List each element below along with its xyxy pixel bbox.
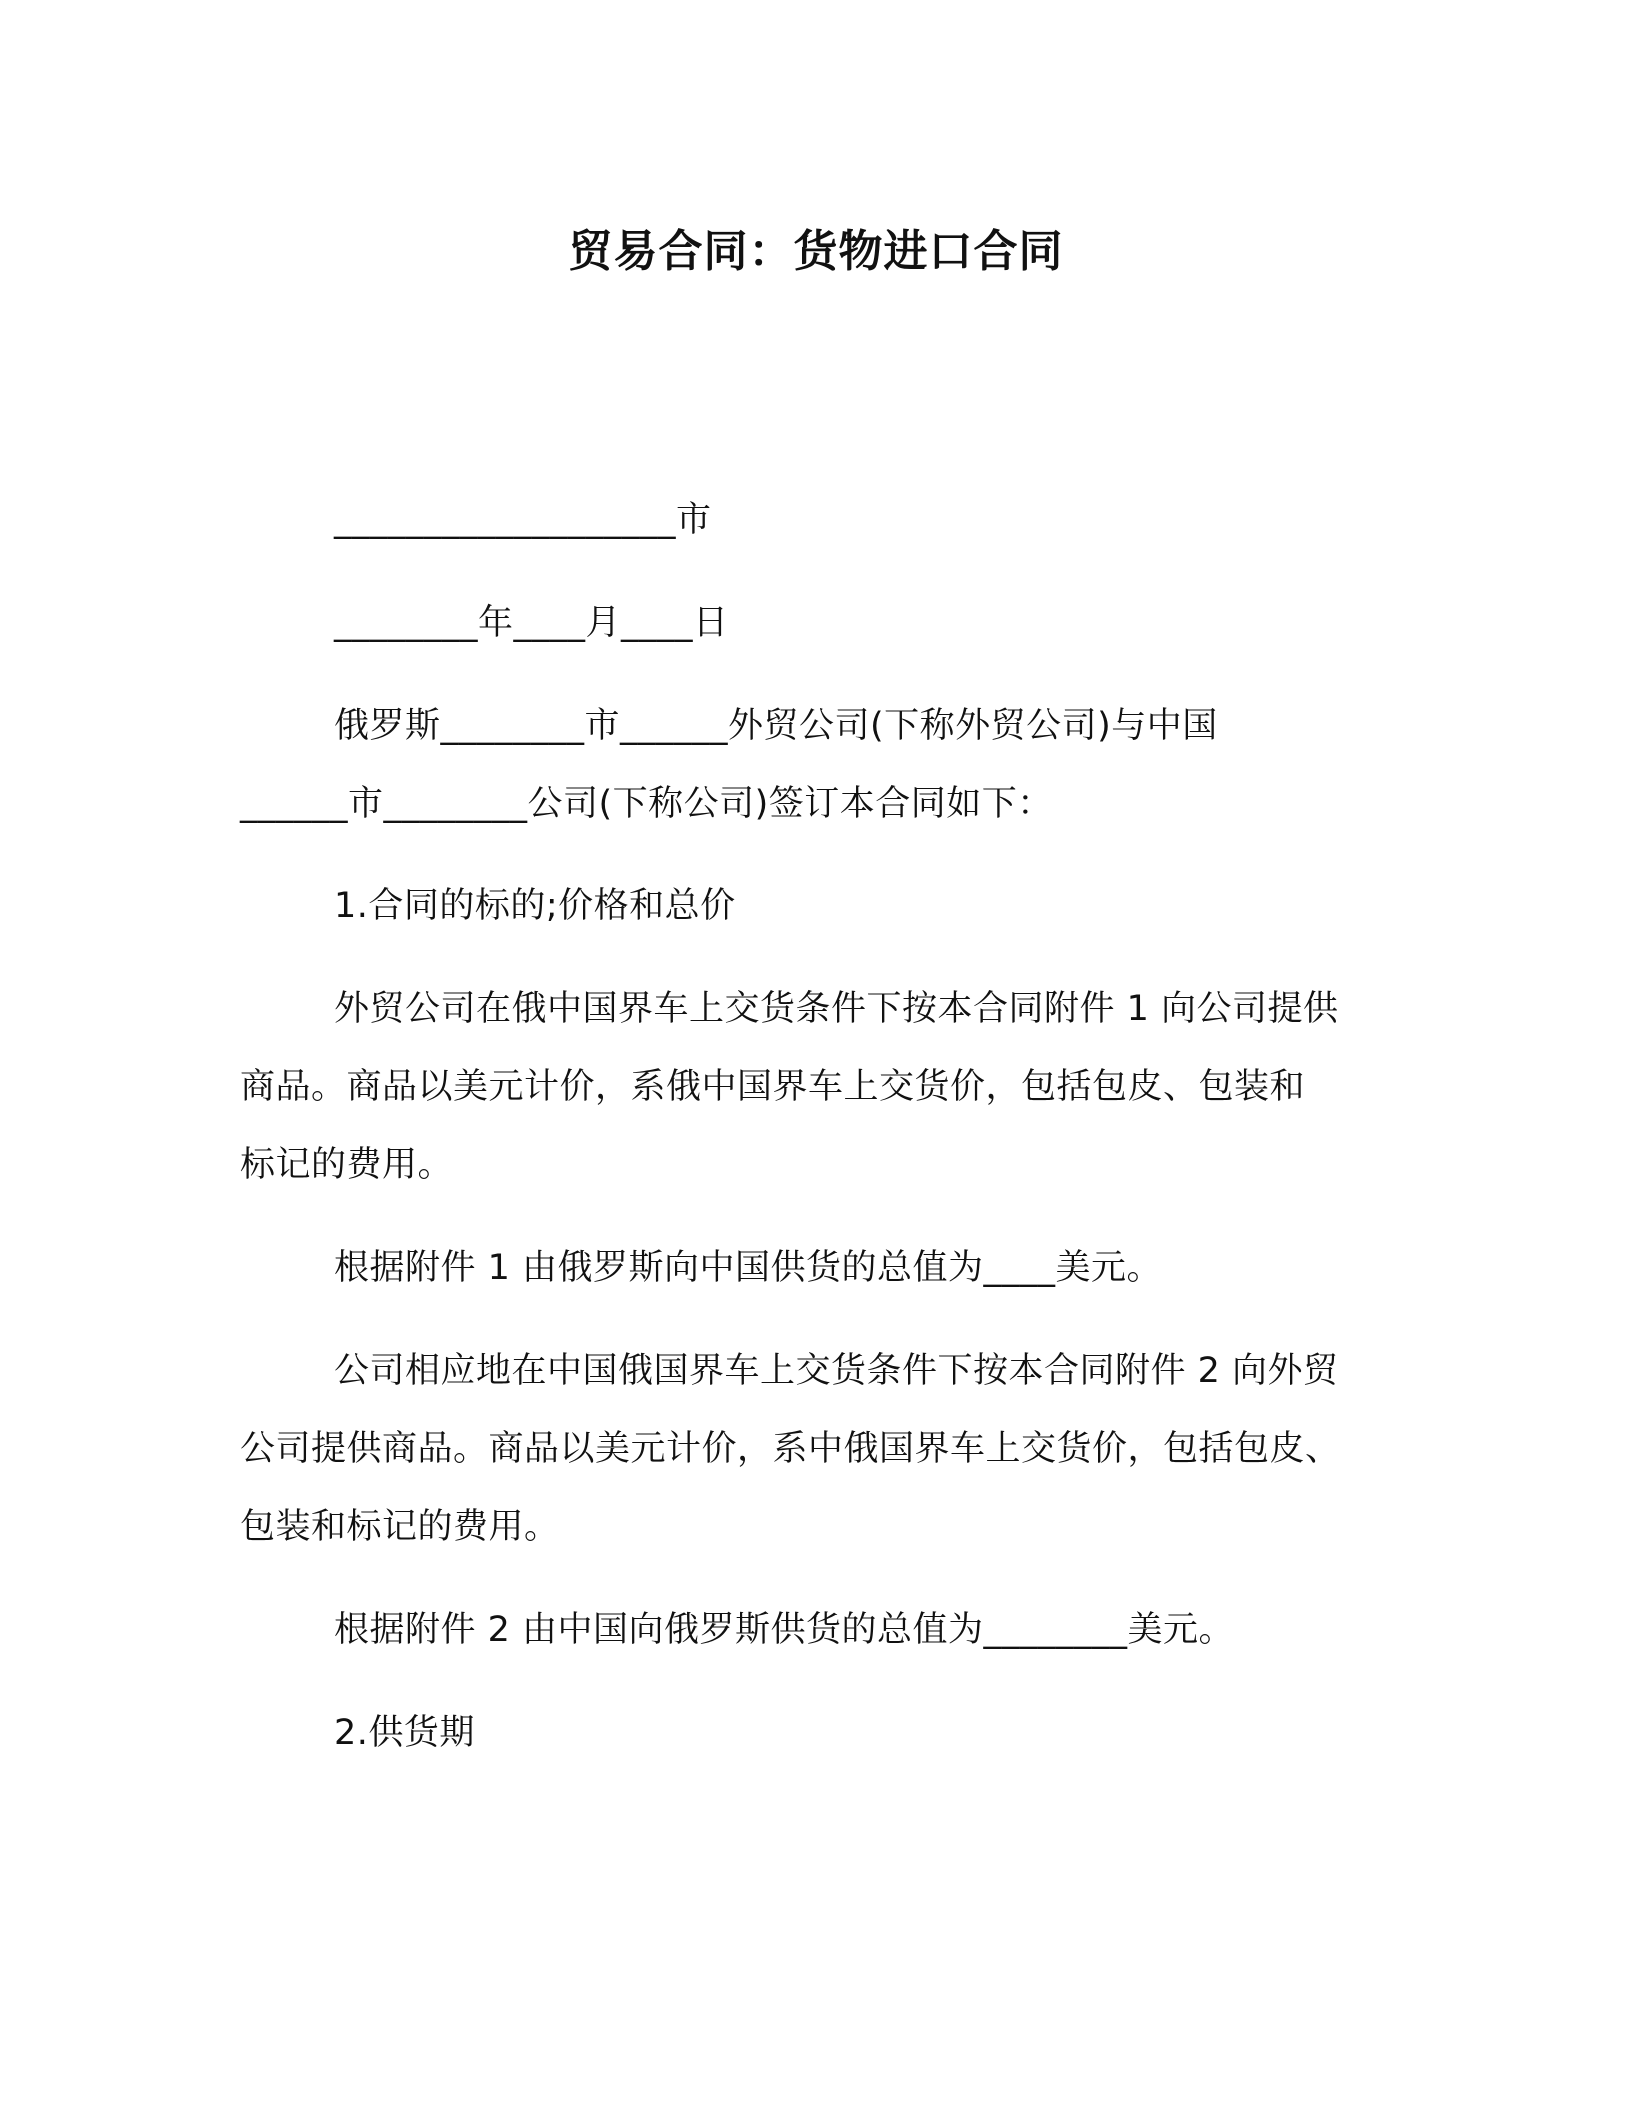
date-line: ________年____月____日 xyxy=(334,603,729,643)
parties-line-1: 俄罗斯________市______外贸公司(下称外贸公司)与中国 xyxy=(334,706,1218,746)
section-2-heading: 2.供货期 xyxy=(334,1713,475,1753)
paragraph-2: 根据附件 1 由俄罗斯向中国供货的总值为____美元。 xyxy=(334,1248,1163,1288)
paragraph-3-line-3: 包装和标记的费用。 xyxy=(240,1507,560,1547)
paragraph-1-line-1: 外贸公司在俄中国界车上交货条件下按本合同附件 1 向公司提供 xyxy=(334,989,1339,1029)
city-line: ___________________市 xyxy=(334,500,712,540)
section-1-heading: 1.合同的标的;价格和总价 xyxy=(334,886,736,926)
paragraph-4: 根据附件 2 由中国向俄罗斯供货的总值为________美元。 xyxy=(334,1610,1235,1650)
paragraph-1-line-2: 商品。商品以美元计价，系俄中国界车上交货价，包括包皮、包装和 xyxy=(240,1067,1306,1107)
document-title: 贸易合同：货物进口合同 xyxy=(568,226,1064,277)
parties-line-2: ______市________公司(下称公司)签订本合同如下： xyxy=(240,784,1053,824)
paragraph-3-line-1: 公司相应地在中国俄国界车上交货条件下按本合同附件 2 向外贸 xyxy=(334,1351,1339,1391)
paragraph-1-line-3: 标记的费用。 xyxy=(240,1145,454,1185)
paragraph-3-line-2: 公司提供商品。商品以美元计价，系中俄国界车上交货价，包括包皮、 xyxy=(240,1429,1341,1469)
